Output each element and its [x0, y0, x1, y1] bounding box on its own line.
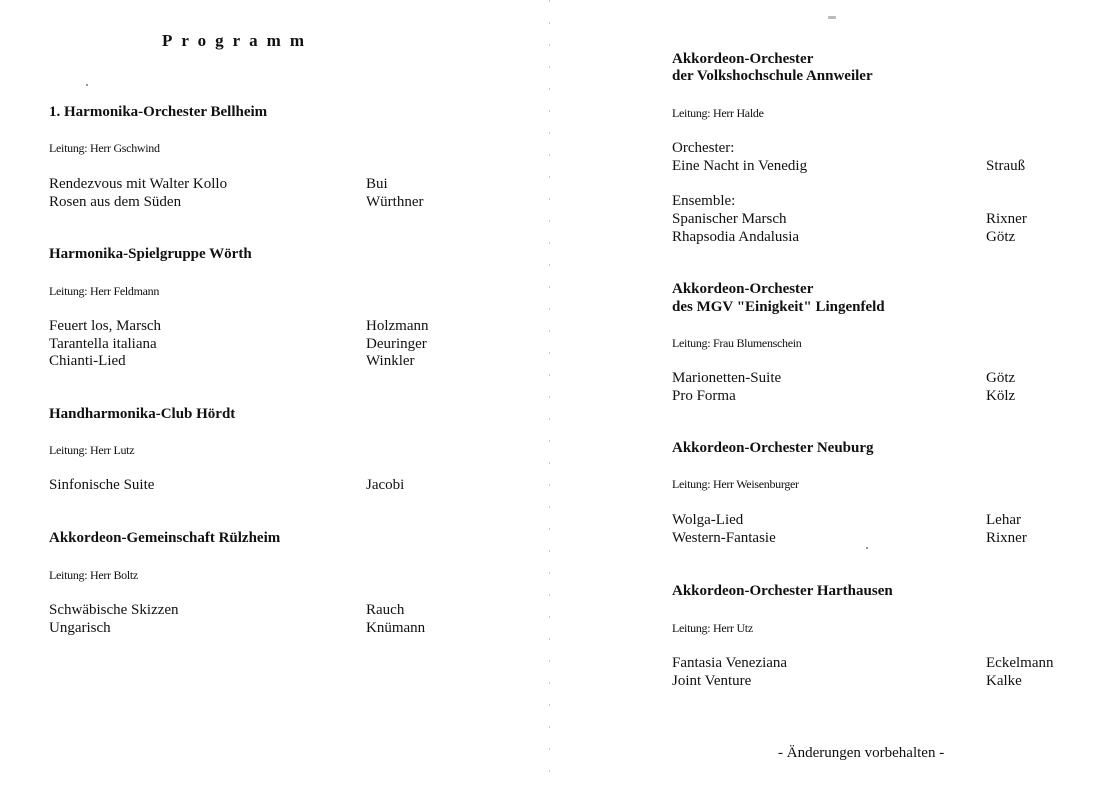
piece-title: Fantasia Veneziana: [672, 655, 788, 671]
group-leitung: Leitung: Herr Feldmann: [49, 284, 160, 298]
group-heading: Akkordeon-Gemeinschaft Rülzheim: [49, 530, 281, 546]
changes-reserved-note: - Änderungen vorbehalten -: [778, 745, 945, 761]
piece-composer: Würthner: [366, 194, 424, 210]
piece-composer: Götz: [986, 229, 1016, 245]
piece-composer: Knümann: [366, 620, 426, 636]
piece-title: Western-Fantasie: [672, 530, 776, 546]
piece-title: Chianti-Lied: [49, 353, 126, 369]
group-heading-line2: der Volkshochschule Annweiler: [672, 68, 873, 84]
scan-speck: [828, 16, 836, 19]
group-leitung: Leitung: Herr Halde: [672, 106, 764, 120]
section-label: Orchester:: [672, 140, 735, 156]
group-leitung: Leitung: Herr Weisenburger: [672, 477, 799, 491]
piece-title: Eine Nacht in Venedig: [672, 158, 808, 174]
piece-composer: Götz: [986, 370, 1016, 386]
program-title: Programm: [162, 31, 313, 50]
piece-composer: Winkler: [366, 353, 415, 369]
piece-composer: Lehar: [986, 512, 1021, 528]
section-label: Ensemble:: [672, 193, 736, 209]
group-heading: Akkordeon-Orchester Harthausen: [672, 583, 893, 599]
piece-composer: Strauß: [986, 158, 1026, 174]
piece-composer: Jacobi: [366, 477, 405, 493]
page-fold: [549, 0, 550, 791]
group-leitung: Leitung: Herr Gschwind: [49, 141, 160, 155]
piece-title: Feuert los, Marsch: [49, 318, 162, 334]
group-heading: Akkordeon-Orchester: [672, 51, 814, 67]
scan-speck: [86, 84, 88, 86]
piece-composer: Rixner: [986, 530, 1027, 546]
piece-title: Pro Forma: [672, 388, 736, 404]
piece-title: Wolga-Lied: [672, 512, 744, 528]
group-heading: Akkordeon-Orchester Neuburg: [672, 440, 874, 456]
group-heading: Akkordeon-Orchester: [672, 281, 814, 297]
piece-composer: Eckelmann: [986, 655, 1054, 671]
piece-title: Ungarisch: [49, 620, 111, 636]
group-leitung: Leitung: Frau Blumenschein: [672, 336, 802, 350]
piece-title: Joint Venture: [672, 673, 752, 689]
group-heading: Harmonika-Spielgruppe Wörth: [49, 246, 252, 262]
group-leitung: Leitung: Herr Boltz: [49, 568, 138, 582]
group-heading: 1. Harmonika-Orchester Bellheim: [49, 104, 268, 120]
piece-title: Tarantella italiana: [49, 336, 157, 352]
piece-title: Rosen aus dem Süden: [49, 194, 182, 210]
piece-title: Rendezvous mit Walter Kollo: [49, 176, 228, 192]
piece-title: Spanischer Marsch: [672, 211, 787, 227]
piece-composer: Kalke: [986, 673, 1022, 689]
group-leitung: Leitung: Herr Lutz: [49, 443, 135, 457]
piece-composer: Deuringer: [366, 336, 427, 352]
group-heading-line2: des MGV "Einigkeit" Lingenfeld: [672, 299, 885, 315]
piece-title: Marionetten-Suite: [672, 370, 782, 386]
scan-speck: [866, 547, 868, 549]
piece-composer: Rixner: [986, 211, 1027, 227]
group-heading: Handharmonika-Club Hördt: [49, 406, 236, 422]
right-page: [552, 0, 1100, 791]
piece-composer: Bui: [366, 176, 388, 192]
piece-title: Rhapsodia Andalusia: [672, 229, 800, 245]
piece-title: Sinfonische Suite: [49, 477, 155, 493]
piece-composer: Kölz: [986, 388, 1016, 404]
piece-composer: Rauch: [366, 602, 405, 618]
piece-composer: Holzmann: [366, 318, 429, 334]
piece-title: Schwäbische Skizzen: [49, 602, 179, 618]
left-page: [0, 0, 548, 791]
group-leitung: Leitung: Herr Utz: [672, 621, 753, 635]
